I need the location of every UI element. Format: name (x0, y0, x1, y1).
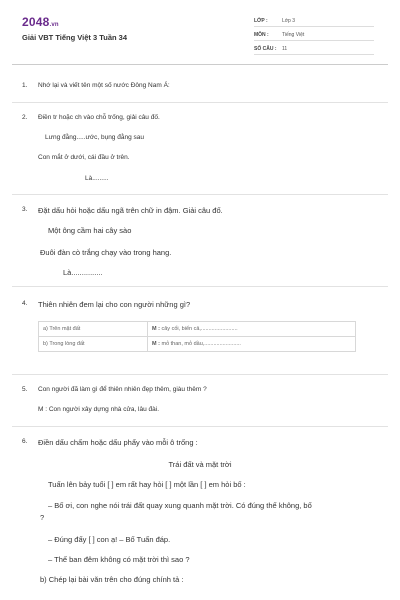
meta-count-key: SỐ CÂU : (254, 46, 277, 52)
question-text: Đặt dấu hỏi hoặc dấu ngã trên chữ in đậm. Giải câu đố. (38, 206, 223, 215)
table-cell-label: a) Trên mặt đất (39, 322, 148, 337)
story-line: ? (40, 513, 45, 522)
table-row (39, 337, 356, 352)
story-line: – Thế ban đêm không có mặt trời thì sao ? (48, 555, 190, 564)
question-number: 4. (22, 300, 28, 307)
question-text: Con người đã làm gì để thiên nhiên đẹp thêm, giàu thêm ? (38, 386, 207, 393)
meta-subject-value: Tiếng Việt (282, 32, 305, 38)
riddle-line: Lưng đằng.....ước, bụng đằng sau (45, 134, 144, 141)
divider (12, 286, 388, 287)
riddle-line: Đuôi đàn cò trắng chạy vào trong hang. (40, 248, 172, 257)
question-text: Điền dấu chấm hoặc dấu phẩy vào mỗi ô trống : (38, 438, 198, 447)
story-title: Trái đất và mặt trời (168, 460, 232, 469)
story-line: Tuấn lên bảy tuổi [ ] em rất hay hỏi [ ] một lần [ ] em hỏi bố : (48, 480, 246, 489)
divider (12, 102, 388, 103)
question-text: Nhớ lại và viết tên một số nước Đông Nam Á: (38, 82, 170, 89)
meta-subject-key: MÔN : (254, 32, 269, 38)
subquestion-b: b) Chép lại bài văn trên cho đúng chính tả : (40, 575, 184, 584)
question-number: 3. (22, 206, 28, 213)
question-number: 2. (22, 114, 28, 121)
table-cell-answer[interactable]: M : cây cối, biển cả,........................ (148, 322, 356, 337)
table-cell-answer[interactable]: M : mỏ than, mỏ dầu,........................ (148, 337, 356, 352)
question-text: Thiên nhiên đem lại cho con người những gì? (38, 300, 191, 309)
site-logo[interactable]: 2048.vn (22, 15, 59, 29)
divider (12, 426, 388, 427)
riddle-answer: Là............... (63, 268, 103, 277)
riddle-line: Con mắt ở dưới, cái đầu ở trên. (38, 154, 130, 161)
question-text: Điền tr hoặc ch vào chỗ trống, giải câu đố. (38, 114, 160, 121)
question-number: 6. (22, 438, 28, 445)
table-row (39, 322, 356, 337)
divider (12, 194, 388, 195)
meta-count-value: 11 (282, 46, 288, 52)
question-number: 1. (22, 82, 28, 89)
story-line: – Đúng đấy [ ] con ạ! – Bố Tuấn đáp. (48, 535, 171, 544)
riddle-line: Một ông cầm hai cây sào (48, 226, 132, 235)
question-number: 5. (22, 386, 28, 393)
example-line: M : Con người xây dựng nhà cửa, lâu đài. (38, 406, 160, 413)
answer-table (38, 321, 356, 352)
divider (12, 374, 388, 375)
header-divider (12, 64, 388, 65)
meta-class-value: Lớp 3 (282, 18, 296, 24)
table-cell-label: b) Trong lòng đất (39, 337, 148, 352)
meta-class-key: LỚP : (254, 18, 268, 24)
riddle-answer: Là......... (85, 175, 109, 182)
document-title: Giải VBT Tiếng Việt 3 Tuần 34 (22, 33, 128, 42)
story-line: – Bố ơi, con nghe nói trái đất quay xung quanh mặt trời. Có đúng thế không, bố (48, 501, 312, 510)
